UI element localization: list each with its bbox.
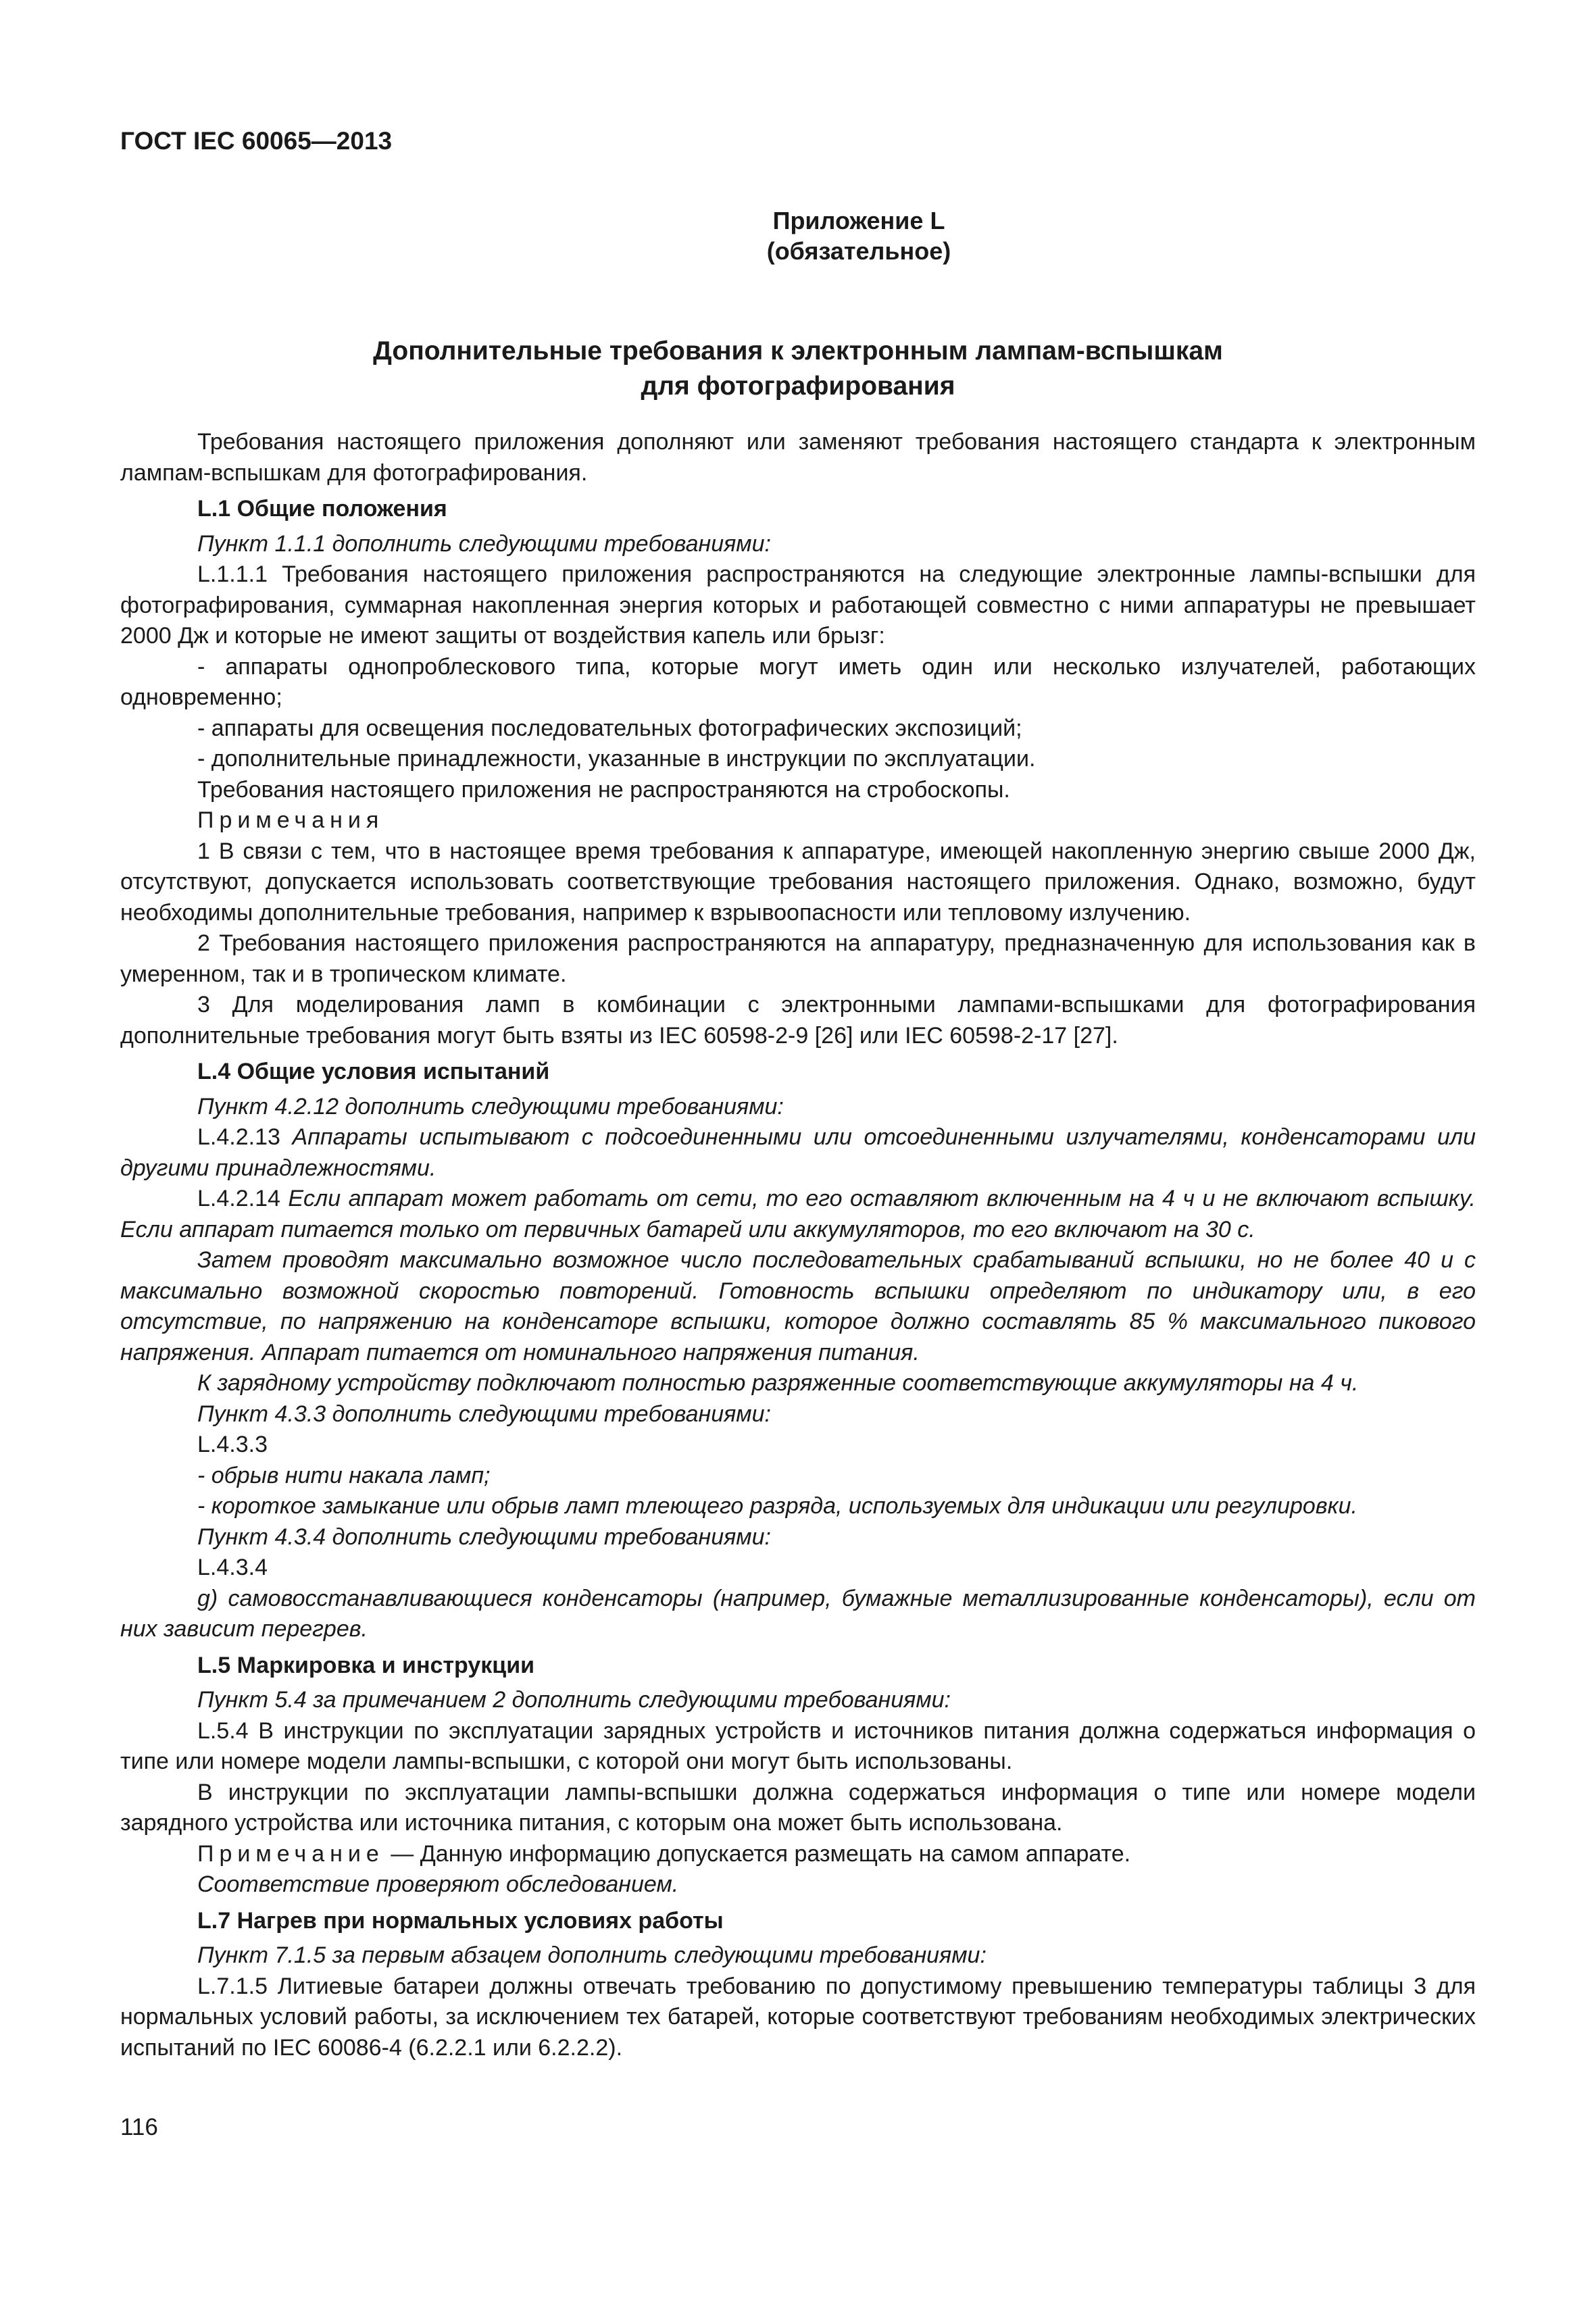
paragraph-l5-4: L.5.4 В инструкции по эксплуатации зарядных устройств и источников питания должна содержаться информация о типе или номере модели лампы-вспышки, с которой они могут быть использованы. (120, 1717, 1476, 1774)
section-heading-l4: L.4 Общие условия испытаний (197, 1059, 550, 1084)
page-number: 116 (120, 2114, 158, 2140)
intro-paragraph: Требования настоящего приложения дополняют или заменяют требования настоящего стандарта к электронным лампам-вспышкам для фотографирования. (120, 429, 1476, 486)
title-line-2: для фотографирования (641, 372, 955, 401)
paragraph-l1-1-1: L.1.1.1 Требования настоящего приложения распространяются на следующие электронные лампы-вспышки для фотографирования, суммарная накопленная энергия которых и работающей совместно с ними аппаратуры не превышает 2000 Дж и которые не имеют защиты от воздействия капель или брызг: (120, 561, 1476, 649)
clause-number-l4-3-3: L.4.3.3 (197, 1432, 268, 1457)
clause-reference: Пункт 1.1.1 дополнить следующими требованиями: (197, 530, 771, 557)
note-label: Примечание (197, 1840, 384, 1867)
clause-number: L.4.2.13 (197, 1124, 280, 1150)
paragraph-flash-instructions: В инструкции по эксплуатации лампы-вспышки должна содержаться информация о типе или номере модели зарядного устройства или источника питания, с которым она может быть использована. (120, 1779, 1476, 1836)
list-item-g: g) самовосстанавливающиеся конденсаторы (например, бумажные металлизированные конденсаторы), если от них зависит перегрев. (120, 1585, 1476, 1642)
section-heading-l1: L.1 Общие положения (197, 496, 447, 522)
note-text: — Данную информацию допускается размещать на самом аппарате. (384, 1840, 1131, 1867)
clause-reference: Пункт 4.3.3 дополнить следующими требованиями: (197, 1401, 771, 1427)
document-header: ГОСТ IEC 60065—2013 (120, 127, 393, 155)
clause-number-l4-3-4: L.4.3.4 (197, 1555, 268, 1580)
clause-text: Аппараты испытывают с подсоединенными или отсоединенными излучателями, конденсаторами или другими принадлежностями. (120, 1124, 1476, 1181)
list-item: - короткое замыкание или обрыв ламп тлеющего разряда, используемых для индикации или регулировки. (197, 1493, 1357, 1519)
note-3: 3 Для моделирования ламп в комбинации с электронными лампами-вспышками для фотографирования дополнительные требования могут быть взяты из IEC 60598-2-9 [26] или IEC 60598-2-17 [27]. (120, 992, 1476, 1049)
compliance-check: Соответствие проверяют обследованием. (197, 1871, 679, 1897)
annex-status: (обязательное) (766, 237, 951, 265)
clause-reference: Пункт 5.4 за примечанием 2 дополнить следующими требованиями: (197, 1687, 951, 1713)
section-heading-l5: L.5 Маркировка и инструкции (197, 1652, 535, 1678)
note (120, 1839, 1476, 1870)
list-item: - аппараты однопроблескового типа, которые могут иметь один или несколько излучателей, работающих одновременно; (120, 653, 1476, 710)
notes-label: Примечания (197, 807, 384, 833)
document-body (120, 427, 1476, 2063)
paragraph-scope-exclusion: Требования настоящего приложения не распространяются на стробоскопы. (197, 776, 1010, 803)
title-line-1: Дополнительные требования к электронным лампам-вспышкам (373, 336, 1223, 366)
clause-text: Если аппарат может работать от сети, то его оставляют включенным на 4 ч и не включают вспышку. Если аппарат питается только от первичных батарей или аккумуляторов, то его включают на 30 с. (120, 1186, 1476, 1242)
paragraph-l7-1-5: L.7.1.5 Литиевые батареи должны отвечать требованию по допустимому превышению температуры таблицы 3 для нормальных условий работы, за исключением тех батарей, которые соответствуют требованиям необходимых электрических испытаний по IEC 60086-4 (6.2.2.1 или 6.2.2.2). (120, 1973, 1476, 2061)
list-item: - обрыв нити накала ламп; (197, 1462, 491, 1488)
annex-title: Приложение L (772, 207, 945, 234)
section-heading-l7: L.7 Нагрев при нормальных условиях работы (197, 1907, 724, 1934)
clause-number: L.4.2.14 (197, 1186, 280, 1211)
paragraph-l4-2-14 (120, 1184, 1476, 1245)
clause-reference: Пункт 4.3.4 дополнить следующими требованиями: (197, 1524, 771, 1550)
list-item: - аппараты для освещения последовательных фотографических экспозиций; (197, 715, 1022, 741)
clause-reference: Пункт 7.1.5 за первым абзацем дополнить следующими требованиями: (197, 1942, 987, 1968)
paragraph-charger: К зарядному устройству подключают полностью разряженные соответствующие аккумуляторы на 4 ч. (197, 1370, 1359, 1396)
clause-reference: Пункт 4.2.12 дополнить следующими требованиями: (197, 1093, 784, 1120)
list-item: - дополнительные принадлежности, указанные в инструкции по эксплуатации. (197, 746, 1036, 772)
annex-subject-title (0, 334, 1596, 404)
paragraph-test-procedure: Затем проводят максимально возможное число последовательных срабатываний вспышки, но не более 40 и с максимально возможной скоростью повторений. Готовность вспышки определяют по индикатору или, в его отсутствие, по напряжению на конденсаторе вспышки, которое должно составлять 85 % максимального пикового напряжения. Аппарат питается от номинального напряжения питания. (120, 1247, 1476, 1365)
paragraph-l4-2-13 (120, 1122, 1476, 1184)
note-2: 2 Требования настоящего приложения распространяются на аппаратуру, предназначенную для использования как в умеренном, так и в тропическом климате. (120, 930, 1476, 987)
note-1: 1 В связи с тем, что в настоящее время требования к аппаратуре, имеющей накопленную энергию свыше 2000 Дж, отсутствуют, допускается использовать соответствующие требования настоящего приложения. Однако, возможно, будут необходимы дополнительные требования, например к взрывоопасности или тепловому излучению. (120, 838, 1476, 926)
annex-heading (0, 205, 1596, 266)
